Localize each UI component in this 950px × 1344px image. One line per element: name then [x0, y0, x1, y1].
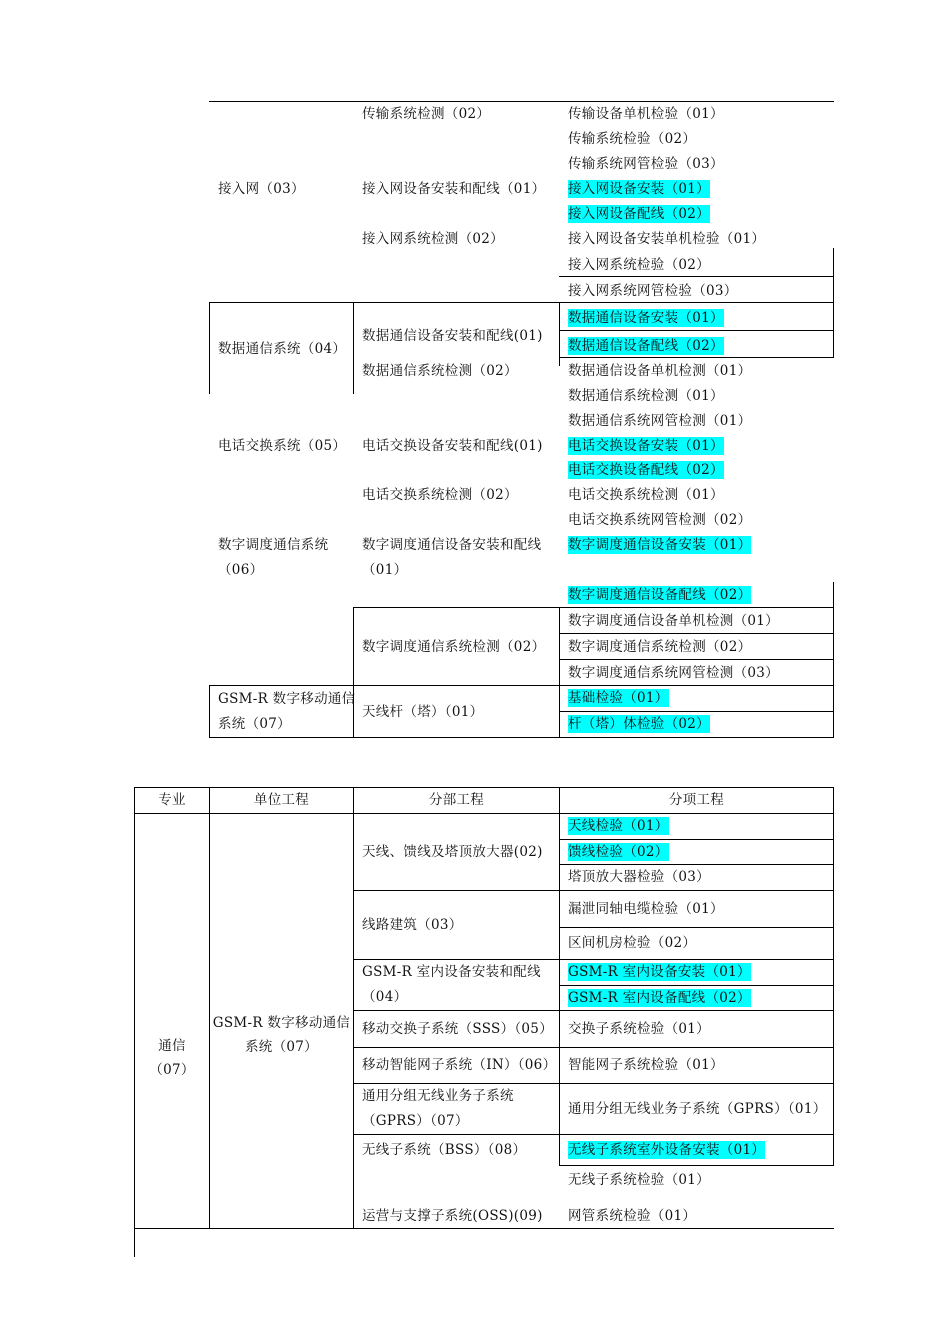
item-cell-highlighted: 接入网设备安装（01）	[568, 181, 710, 197]
sub-cell: 线路建筑（03）	[362, 917, 463, 933]
item-cell: 接入网系统检验（02）	[568, 257, 710, 273]
major-cell: 通信	[158, 1038, 186, 1054]
item-cell: 传输设备单机检验（01）	[568, 106, 724, 122]
item-cell: 数字调度通信设备单机检测（01）	[568, 613, 779, 629]
item-cell: 网管系统检验（01）	[568, 1208, 697, 1224]
item-cell: 塔顶放大器检验（03）	[568, 869, 710, 885]
header-major: 专业	[158, 792, 186, 808]
item-cell-highlighted: 天线检验（01）	[568, 818, 669, 834]
item-cell: 通用分组无线业务子系统（GPRS）（01）	[568, 1101, 827, 1117]
sub-cell: 接入网系统检测（02）	[362, 231, 504, 247]
item-cell: 电话交换系统网管检测（02）	[568, 512, 752, 528]
sub-cell: 传输系统检测（02）	[362, 106, 491, 122]
sub-cell: （01）	[362, 562, 408, 578]
item-cell-highlighted: 电话交换设备安装（01）	[568, 438, 724, 454]
item-cell: 接入网设备安装单机检验（01）	[568, 231, 766, 247]
item-cell-highlighted: 无线子系统室外设备安装（01）	[568, 1142, 766, 1158]
sub-cell: 通用分组无线业务子系统	[362, 1088, 514, 1104]
sub-cell: 无线子系统（BSS）（08）	[362, 1142, 527, 1158]
sub-cell: GSM-R 室内设备安装和配线	[362, 964, 541, 980]
sub-cell: 数字调度通信设备安装和配线	[362, 537, 542, 553]
item-cell-highlighted: GSM-R 室内设备安装（01）	[568, 964, 751, 980]
sub-cell: 天线、馈线及塔顶放大器(02)	[362, 844, 543, 860]
item-cell: 数据通信系统网管检测（01）	[568, 413, 752, 429]
unit-cell: GSM-R 数字移动通信	[212, 1015, 351, 1031]
header-unit: 单位工程	[253, 792, 310, 808]
item-cell: 交换子系统检验（01）	[568, 1021, 710, 1037]
item-cell: 数据通信设备单机检测（01）	[568, 363, 752, 379]
item-cell: 智能网子系统检验（01）	[568, 1057, 724, 1073]
unit-cell: 电话交换系统（05）	[218, 438, 347, 454]
sub-cell: 电话交换设备安装和配线(01)	[362, 438, 543, 454]
sub-cell: 数字调度通信系统检测（02）	[362, 639, 546, 655]
unit-cell: （06）	[218, 562, 264, 578]
sub-cell: 数据通信系统检测（02）	[362, 363, 518, 379]
sub-cell: （GPRS）（07）	[362, 1113, 469, 1129]
item-cell: 电话交换系统检测（01）	[568, 487, 724, 503]
item-cell: 传输系统网管检验（03）	[568, 156, 724, 172]
unit-cell: 系统（07）	[245, 1039, 318, 1055]
item-cell: 数字调度通信系统网管检测（03）	[568, 665, 779, 681]
sub-cell: 数据通信设备安装和配线(01)	[362, 328, 543, 344]
item-cell: 区间机房检验（02）	[568, 935, 697, 951]
header-item: 分项工程	[668, 792, 725, 808]
item-cell-highlighted: 数字调度通信设备配线（02）	[568, 587, 752, 603]
item-cell-highlighted: 电话交换设备配线（02）	[568, 462, 724, 478]
sub-cell: 移动智能网子系统（IN）（06）	[362, 1057, 557, 1073]
sub-cell: 天线杆（塔）（01）	[362, 704, 484, 720]
unit-cell: 数字调度通信系统	[218, 537, 329, 553]
sub-cell: 电话交换系统检测（02）	[362, 487, 518, 503]
header-sub: 分部工程	[428, 792, 485, 808]
item-cell-highlighted: 杆（塔）体检验（02）	[568, 716, 710, 732]
item-cell: 无线子系统检验（01）	[568, 1172, 710, 1188]
major-cell: （07）	[149, 1062, 195, 1078]
unit-cell: GSM-R 数字移动通信	[218, 691, 356, 707]
item-cell-highlighted: 馈线检验（02）	[568, 844, 669, 860]
sub-cell: 移动交换子系统（SSS）（05）	[362, 1021, 553, 1037]
unit-cell: 接入网（03）	[218, 181, 305, 197]
item-cell: 接入网系统网管检验（03）	[568, 283, 738, 299]
sub-cell: 接入网设备安装和配线（01）	[362, 181, 546, 197]
item-cell-highlighted: 数据通信设备配线（02）	[568, 338, 724, 354]
item-cell-highlighted: 接入网设备配线（02）	[568, 206, 710, 222]
item-cell-highlighted: GSM-R 室内设备配线（02）	[568, 990, 751, 1006]
item-cell: 传输系统检验（02）	[568, 131, 697, 147]
unit-cell: 数据通信系统（04）	[218, 341, 347, 357]
item-cell-highlighted: 基础检验（01）	[568, 690, 669, 706]
item-cell: 数字调度通信系统检测（02）	[568, 639, 752, 655]
item-cell: 漏泄同轴电缆检验（01）	[568, 901, 724, 917]
item-cell-highlighted: 数据通信设备安装（01）	[568, 310, 724, 326]
sub-cell: （04）	[362, 989, 408, 1005]
sub-cell: 运营与支撑子系统(OSS)(09)	[362, 1208, 543, 1224]
item-cell-highlighted: 数字调度通信设备安装（01）	[568, 537, 752, 553]
unit-cell: 系统（07）	[218, 716, 291, 732]
item-cell: 数据通信系统检测（01）	[568, 388, 724, 404]
